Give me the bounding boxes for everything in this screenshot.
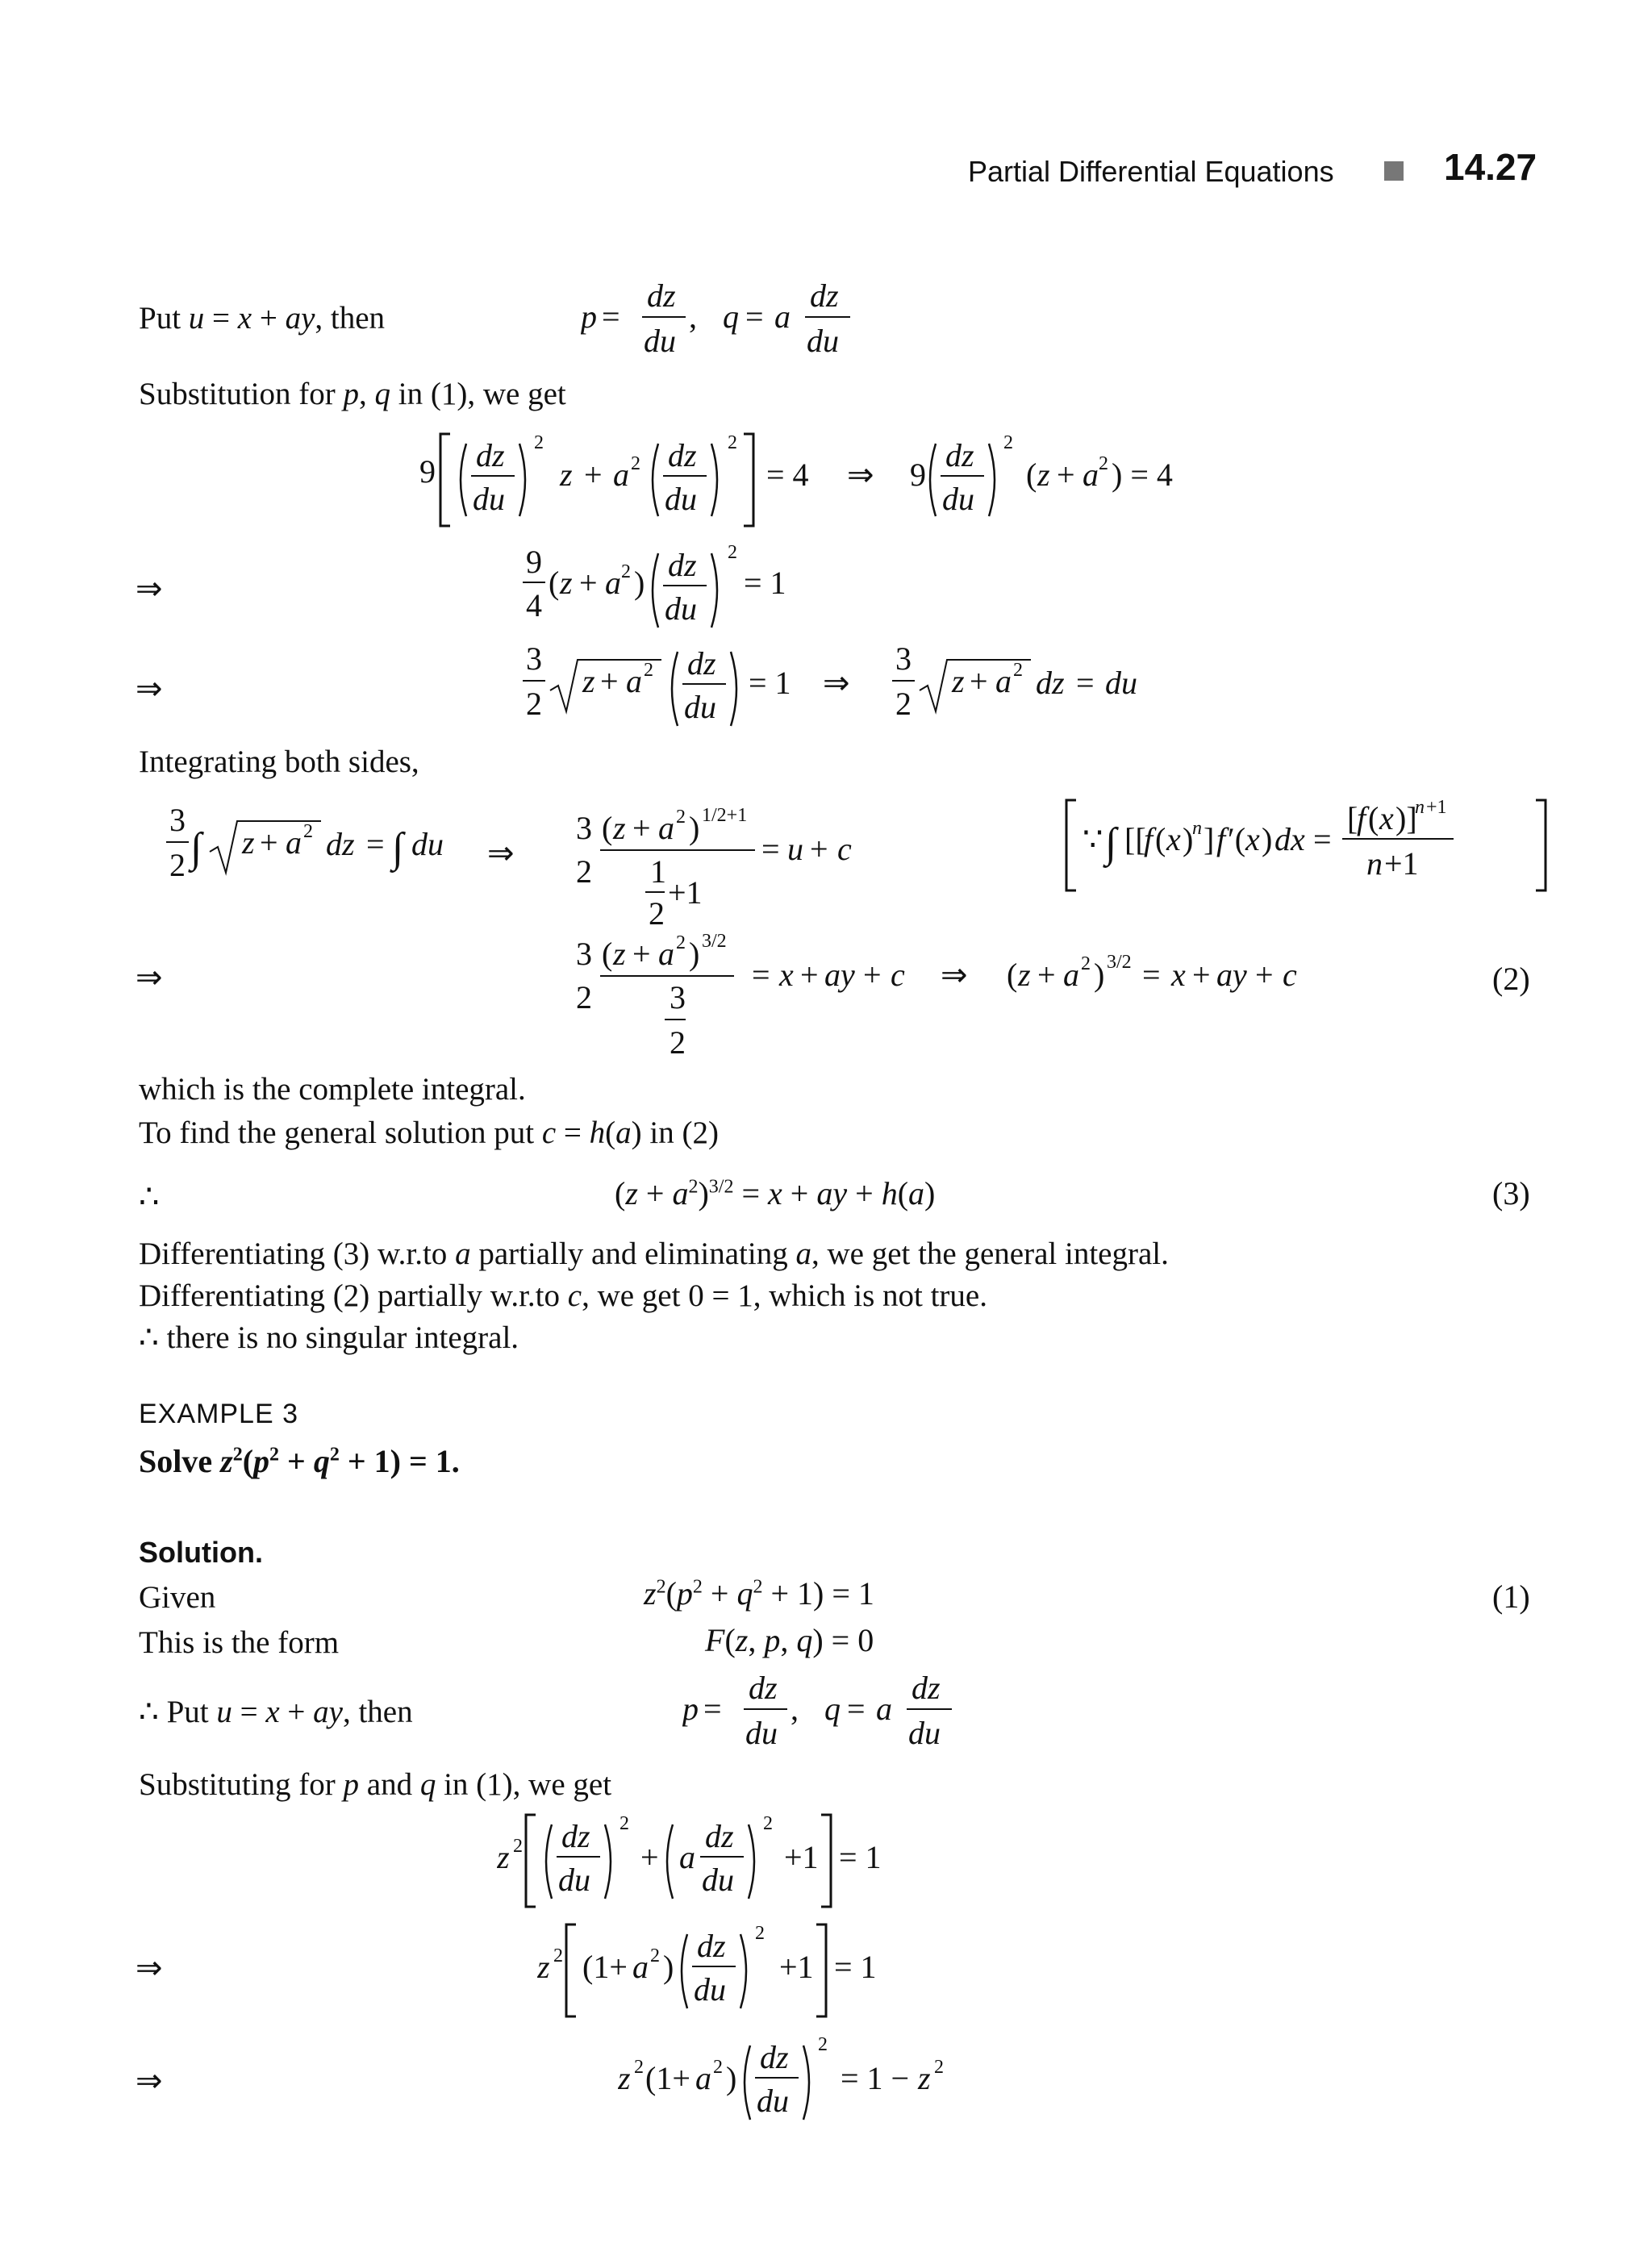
svg-text:dz: dz xyxy=(561,1818,590,1854)
svg-text:2: 2 xyxy=(728,432,737,453)
solution-label: Solution. xyxy=(139,1536,263,1569)
svg-text:dz: dz xyxy=(760,2039,789,2075)
svg-text:= 1: = 1 xyxy=(839,1839,882,1875)
svg-text:4: 4 xyxy=(526,587,542,623)
svg-text:3: 3 xyxy=(576,810,592,846)
svg-text:[[: [[ xyxy=(1124,821,1146,857)
svg-text:du: du xyxy=(1105,665,1137,701)
svg-text:+1: +1 xyxy=(1384,845,1419,882)
svg-text:ay: ay xyxy=(1216,957,1247,993)
prose-put-u-visible: Put u = x + ay, then xyxy=(139,301,386,336)
svg-text:du: du xyxy=(665,590,697,627)
svg-text:2: 2 xyxy=(763,1813,773,1834)
svg-text:2: 2 xyxy=(1013,660,1023,681)
implies-arrow-1: ⇒ xyxy=(136,570,163,607)
svg-text:,: , xyxy=(689,298,697,335)
svg-text:2: 2 xyxy=(303,821,313,842)
svg-text:[: [ xyxy=(1347,800,1358,836)
svg-text:dz: dz xyxy=(647,277,676,314)
svg-text:x: x xyxy=(1245,821,1260,857)
svg-text:2: 2 xyxy=(670,1024,686,1061)
svg-text:): ) xyxy=(689,810,700,846)
svg-text:a: a xyxy=(626,663,642,699)
svg-text:dz: dz xyxy=(810,277,839,314)
running-header-title: Partial Differential Equations xyxy=(968,155,1334,188)
svg-text:2: 2 xyxy=(513,1836,523,1857)
implies-arrow-5: ⇒ xyxy=(136,1950,163,1986)
implies-arrow-3: ⇒ xyxy=(487,835,515,871)
svg-text:x: x xyxy=(779,957,794,993)
svg-text:1/2+1: 1/2+1 xyxy=(702,805,748,826)
prose-form: This is the form xyxy=(139,1625,340,1660)
svg-text:+: + xyxy=(640,1839,659,1875)
svg-text:): ) xyxy=(1262,821,1273,857)
svg-text:du: du xyxy=(411,826,444,862)
svg-text:= 1 −: = 1 − xyxy=(841,2060,910,2096)
svg-text:2: 2 xyxy=(1003,432,1013,453)
svg-text:du: du xyxy=(807,323,839,359)
equation-d-mid-render xyxy=(565,799,903,944)
svg-text:= 1: = 1 xyxy=(749,665,791,701)
svg-text:+: + xyxy=(632,810,651,846)
svg-text:dz: dz xyxy=(687,645,716,682)
svg-text:2: 2 xyxy=(676,807,686,828)
svg-text:) = 4: ) = 4 xyxy=(1112,457,1173,493)
prose-substitution: Substitution for p, q in (1), we get xyxy=(139,377,566,411)
svg-text:a: a xyxy=(995,663,1012,699)
equation-c-render xyxy=(516,637,1242,742)
svg-text:9: 9 xyxy=(910,457,926,493)
svg-text:+: + xyxy=(810,831,828,867)
svg-text:9: 9 xyxy=(419,453,436,490)
equation-number-1: (1) xyxy=(1492,1578,1530,1615)
example-statement: Solve $z^2(p^2 + q^2 + 1) = 1$. xyxy=(139,1443,460,1479)
svg-text:2: 2 xyxy=(621,561,631,582)
svg-text:2: 2 xyxy=(818,2034,828,2055)
svg-text:): ) xyxy=(689,936,700,972)
svg-text:)]: )] xyxy=(1395,800,1417,836)
svg-text:+: + xyxy=(260,824,278,861)
equation-i-render xyxy=(618,2025,1021,2137)
svg-text:2: 2 xyxy=(644,660,653,681)
svg-text:+: + xyxy=(800,957,819,993)
svg-text:=: = xyxy=(602,298,620,335)
svg-text:z: z xyxy=(537,1949,550,1985)
svg-text:a: a xyxy=(632,1949,649,1985)
prose-general-intro: To find the general solution put c = h(a) in (2) xyxy=(139,1115,719,1150)
header-square-marker xyxy=(1384,161,1404,181)
svg-text:+: + xyxy=(584,457,603,493)
svg-text:du: du xyxy=(665,481,697,517)
svg-text:u: u xyxy=(787,831,803,867)
svg-text:dz: dz xyxy=(326,826,355,862)
example-label: EXAMPLE 3 xyxy=(139,1399,298,1429)
svg-text:du: du xyxy=(942,481,974,517)
svg-text:du: du xyxy=(702,1862,734,1898)
svg-text:du: du xyxy=(558,1862,590,1898)
equation-form: F(z, p, q) = 0 xyxy=(705,1622,874,1658)
svg-text:2: 2 xyxy=(634,2057,644,2078)
svg-text:z: z xyxy=(1037,457,1050,493)
svg-text:n: n xyxy=(1366,845,1383,882)
svg-text:dz: dz xyxy=(1036,665,1065,701)
svg-text:2: 2 xyxy=(1099,453,1108,474)
svg-text:q: q xyxy=(824,1691,841,1727)
svg-text:(: ( xyxy=(549,565,560,601)
svg-text:du: du xyxy=(473,481,505,517)
svg-text:2: 2 xyxy=(713,2057,723,2078)
svg-text:∵: ∵ xyxy=(1083,821,1103,857)
svg-text:3: 3 xyxy=(169,802,186,838)
equation-a-render xyxy=(419,419,1226,532)
svg-text:=: = xyxy=(1142,957,1161,993)
implies-arrow-6: ⇒ xyxy=(136,2062,163,2099)
svg-text:q: q xyxy=(723,298,739,335)
svg-text:(1+: (1+ xyxy=(645,2060,690,2096)
svg-text:⇒: ⇒ xyxy=(847,457,874,493)
svg-text:a: a xyxy=(605,565,621,601)
svg-text:a: a xyxy=(695,2060,711,2096)
prose-no-singular: ∴ there is no singular integral. xyxy=(139,1320,519,1355)
svg-text:ay: ay xyxy=(824,957,855,993)
svg-text:du: du xyxy=(684,689,716,725)
svg-text:∫: ∫ xyxy=(1105,820,1117,866)
svg-text:9: 9 xyxy=(526,544,542,580)
svg-text:⇒: ⇒ xyxy=(823,665,850,701)
svg-text:=: = xyxy=(1313,821,1332,857)
svg-text:+: + xyxy=(1255,957,1274,993)
prose-integrating: Integrating both sides, xyxy=(139,744,419,779)
svg-text:z: z xyxy=(497,1839,510,1875)
svg-text:2: 2 xyxy=(631,453,640,474)
svg-text:+: + xyxy=(1192,957,1211,993)
svg-text:z: z xyxy=(242,824,255,861)
svg-text:n: n xyxy=(1192,818,1202,839)
svg-text:): ) xyxy=(663,1949,674,1985)
svg-text:(1+: (1+ xyxy=(582,1949,628,1985)
svg-text:=: = xyxy=(366,826,385,862)
svg-text:c: c xyxy=(1283,957,1297,993)
prose-diff1: Differentiating (3) w.r.to a partially and eliminating a, we get the general integral. xyxy=(139,1236,1169,1271)
svg-text:z: z xyxy=(952,663,965,699)
svg-text:2: 2 xyxy=(755,1923,765,1944)
svg-text:2: 2 xyxy=(1081,953,1091,974)
svg-text:+: + xyxy=(970,663,988,699)
svg-text:du: du xyxy=(694,1971,726,2008)
svg-text:z: z xyxy=(560,565,573,601)
prose-given: Given xyxy=(139,1580,216,1615)
svg-text:2: 2 xyxy=(895,686,912,722)
prose-complete-integral: which is the complete integral. xyxy=(139,1072,526,1107)
svg-text:du: du xyxy=(908,1715,941,1751)
svg-text:f: f xyxy=(1357,800,1366,836)
svg-text:dz: dz xyxy=(476,437,505,473)
svg-text:=: = xyxy=(703,1691,722,1727)
svg-text:(: ( xyxy=(1368,800,1379,836)
equation-h-render xyxy=(537,1913,957,2026)
page-number: 14.27 xyxy=(1444,146,1537,188)
svg-text:+1: +1 xyxy=(668,874,703,911)
equation-p-q-2-render xyxy=(682,1666,973,1763)
svg-text:z: z xyxy=(613,936,626,972)
equation-d-note-render xyxy=(1063,794,1555,899)
svg-text:du: du xyxy=(745,1715,778,1751)
svg-text:(: ( xyxy=(602,810,613,846)
svg-text:+: + xyxy=(600,663,619,699)
svg-text:′(: ′( xyxy=(1228,821,1246,857)
svg-text:dz: dz xyxy=(697,1928,726,1964)
svg-text:3: 3 xyxy=(526,640,542,677)
svg-text:n: n xyxy=(1415,797,1425,818)
svg-text:(: ( xyxy=(1007,957,1018,993)
equation-p-q-render xyxy=(581,274,871,371)
svg-text:a: a xyxy=(613,457,629,493)
svg-text:2: 2 xyxy=(728,542,737,563)
therefore-symbol-1: ∴ xyxy=(139,1178,160,1215)
svg-text:dx: dx xyxy=(1274,821,1305,857)
svg-text:p: p xyxy=(581,298,597,335)
svg-text:2: 2 xyxy=(676,932,686,953)
svg-text:+1: +1 xyxy=(784,1839,819,1875)
svg-text:+: + xyxy=(863,957,882,993)
svg-text:z: z xyxy=(618,2060,631,2096)
svg-text:+: + xyxy=(1057,457,1075,493)
svg-text:f: f xyxy=(1216,821,1226,857)
svg-text:a: a xyxy=(1083,457,1099,493)
svg-text:f: f xyxy=(1144,821,1153,857)
svg-text:du: du xyxy=(757,2083,789,2119)
svg-text:a: a xyxy=(658,810,674,846)
svg-text:+1: +1 xyxy=(1426,797,1447,818)
svg-text:+: + xyxy=(579,565,598,601)
svg-text:∫: ∫ xyxy=(190,825,202,871)
svg-text:(: ( xyxy=(1155,821,1166,857)
svg-text:dz: dz xyxy=(668,437,697,473)
svg-text:3/2: 3/2 xyxy=(1107,952,1132,973)
svg-text:x: x xyxy=(1166,821,1181,857)
svg-text:dz: dz xyxy=(912,1670,941,1706)
equation-f-render: $(z + a^2)^{3/2} = x$ + ay + h(a) xyxy=(615,1175,936,1211)
svg-text:2: 2 xyxy=(649,895,665,932)
svg-text:= 1: = 1 xyxy=(834,1949,877,1985)
svg-text:2: 2 xyxy=(934,2057,944,2078)
svg-text:dz: dz xyxy=(749,1670,778,1706)
svg-text:2: 2 xyxy=(620,1813,629,1834)
svg-text:2: 2 xyxy=(526,686,542,722)
svg-text:): ) xyxy=(1183,821,1194,857)
svg-text:dz: dz xyxy=(945,437,974,473)
svg-text:2: 2 xyxy=(169,847,186,883)
svg-text:+1: +1 xyxy=(779,1949,814,1985)
svg-text:(: ( xyxy=(602,936,613,972)
svg-text:=: = xyxy=(745,298,764,335)
svg-text:=: = xyxy=(761,831,780,867)
svg-text:z: z xyxy=(560,457,573,493)
svg-text:3/2: 3/2 xyxy=(702,931,727,952)
svg-text:3: 3 xyxy=(576,936,592,972)
equation-d-left-render xyxy=(153,799,524,887)
implies-arrow-4: ⇒ xyxy=(136,959,163,995)
implies-arrow-2: ⇒ xyxy=(136,670,163,707)
svg-text:z: z xyxy=(1018,957,1031,993)
svg-text:a: a xyxy=(876,1691,892,1727)
svg-text:∫: ∫ xyxy=(392,825,404,871)
svg-text:x: x xyxy=(1171,957,1186,993)
svg-text:3: 3 xyxy=(670,979,686,1015)
svg-text:1: 1 xyxy=(650,853,666,890)
svg-text:): ) xyxy=(1094,957,1105,993)
svg-text:⇒: ⇒ xyxy=(941,957,968,993)
svg-text:=: = xyxy=(1076,665,1095,701)
svg-text:= 1: = 1 xyxy=(744,565,786,601)
equation-b-render xyxy=(516,532,839,645)
svg-text:2: 2 xyxy=(553,1945,563,1966)
prose-diff2: Differentiating (2) partially w.r.to c, we get 0 = 1, which is not true. xyxy=(139,1278,987,1313)
svg-text:): ) xyxy=(726,2060,737,2096)
svg-text:,: , xyxy=(791,1691,799,1727)
svg-text:z: z xyxy=(613,810,626,846)
svg-text:c: c xyxy=(891,957,905,993)
svg-text:2: 2 xyxy=(576,853,592,890)
svg-text:): ) xyxy=(634,565,645,601)
svg-text:x: x xyxy=(1379,800,1394,836)
svg-text:(: ( xyxy=(1026,457,1037,493)
equation-g-render xyxy=(497,1804,949,1916)
svg-text:+: + xyxy=(1037,957,1056,993)
svg-text:2: 2 xyxy=(576,979,592,1015)
svg-text:=: = xyxy=(752,957,770,993)
svg-text:a: a xyxy=(679,1839,695,1875)
svg-text:+: + xyxy=(632,936,651,972)
svg-text:2: 2 xyxy=(534,432,544,453)
svg-text:]: ] xyxy=(1204,821,1215,857)
prose-put-u-2: ∴ Put u = x + ay, then xyxy=(139,1695,413,1729)
svg-text:a: a xyxy=(774,298,791,335)
svg-text:dz: dz xyxy=(668,547,697,583)
prose-substituting: Substituting for p and q in (1), we get xyxy=(139,1767,612,1802)
svg-text:a: a xyxy=(658,936,674,972)
svg-text:3: 3 xyxy=(895,640,912,677)
svg-text:c: c xyxy=(837,831,852,867)
svg-text:du: du xyxy=(644,323,676,359)
svg-text:dz: dz xyxy=(705,1818,734,1854)
svg-text:z: z xyxy=(918,2060,931,2096)
equation-given: $z^2(p^2 + q^2 + 1) = 1$ xyxy=(644,1575,874,1612)
svg-text:= 4: = 4 xyxy=(766,457,809,493)
svg-text:p: p xyxy=(682,1691,699,1727)
equation-number-2: (2) xyxy=(1492,961,1530,997)
svg-text:a: a xyxy=(1063,957,1079,993)
equation-e-render xyxy=(565,924,1371,1070)
svg-text:2: 2 xyxy=(650,1945,660,1966)
equation-number-3: (3) xyxy=(1492,1175,1530,1211)
svg-text:=: = xyxy=(847,1691,866,1727)
svg-text:z: z xyxy=(582,663,595,699)
svg-text:a: a xyxy=(286,824,302,861)
